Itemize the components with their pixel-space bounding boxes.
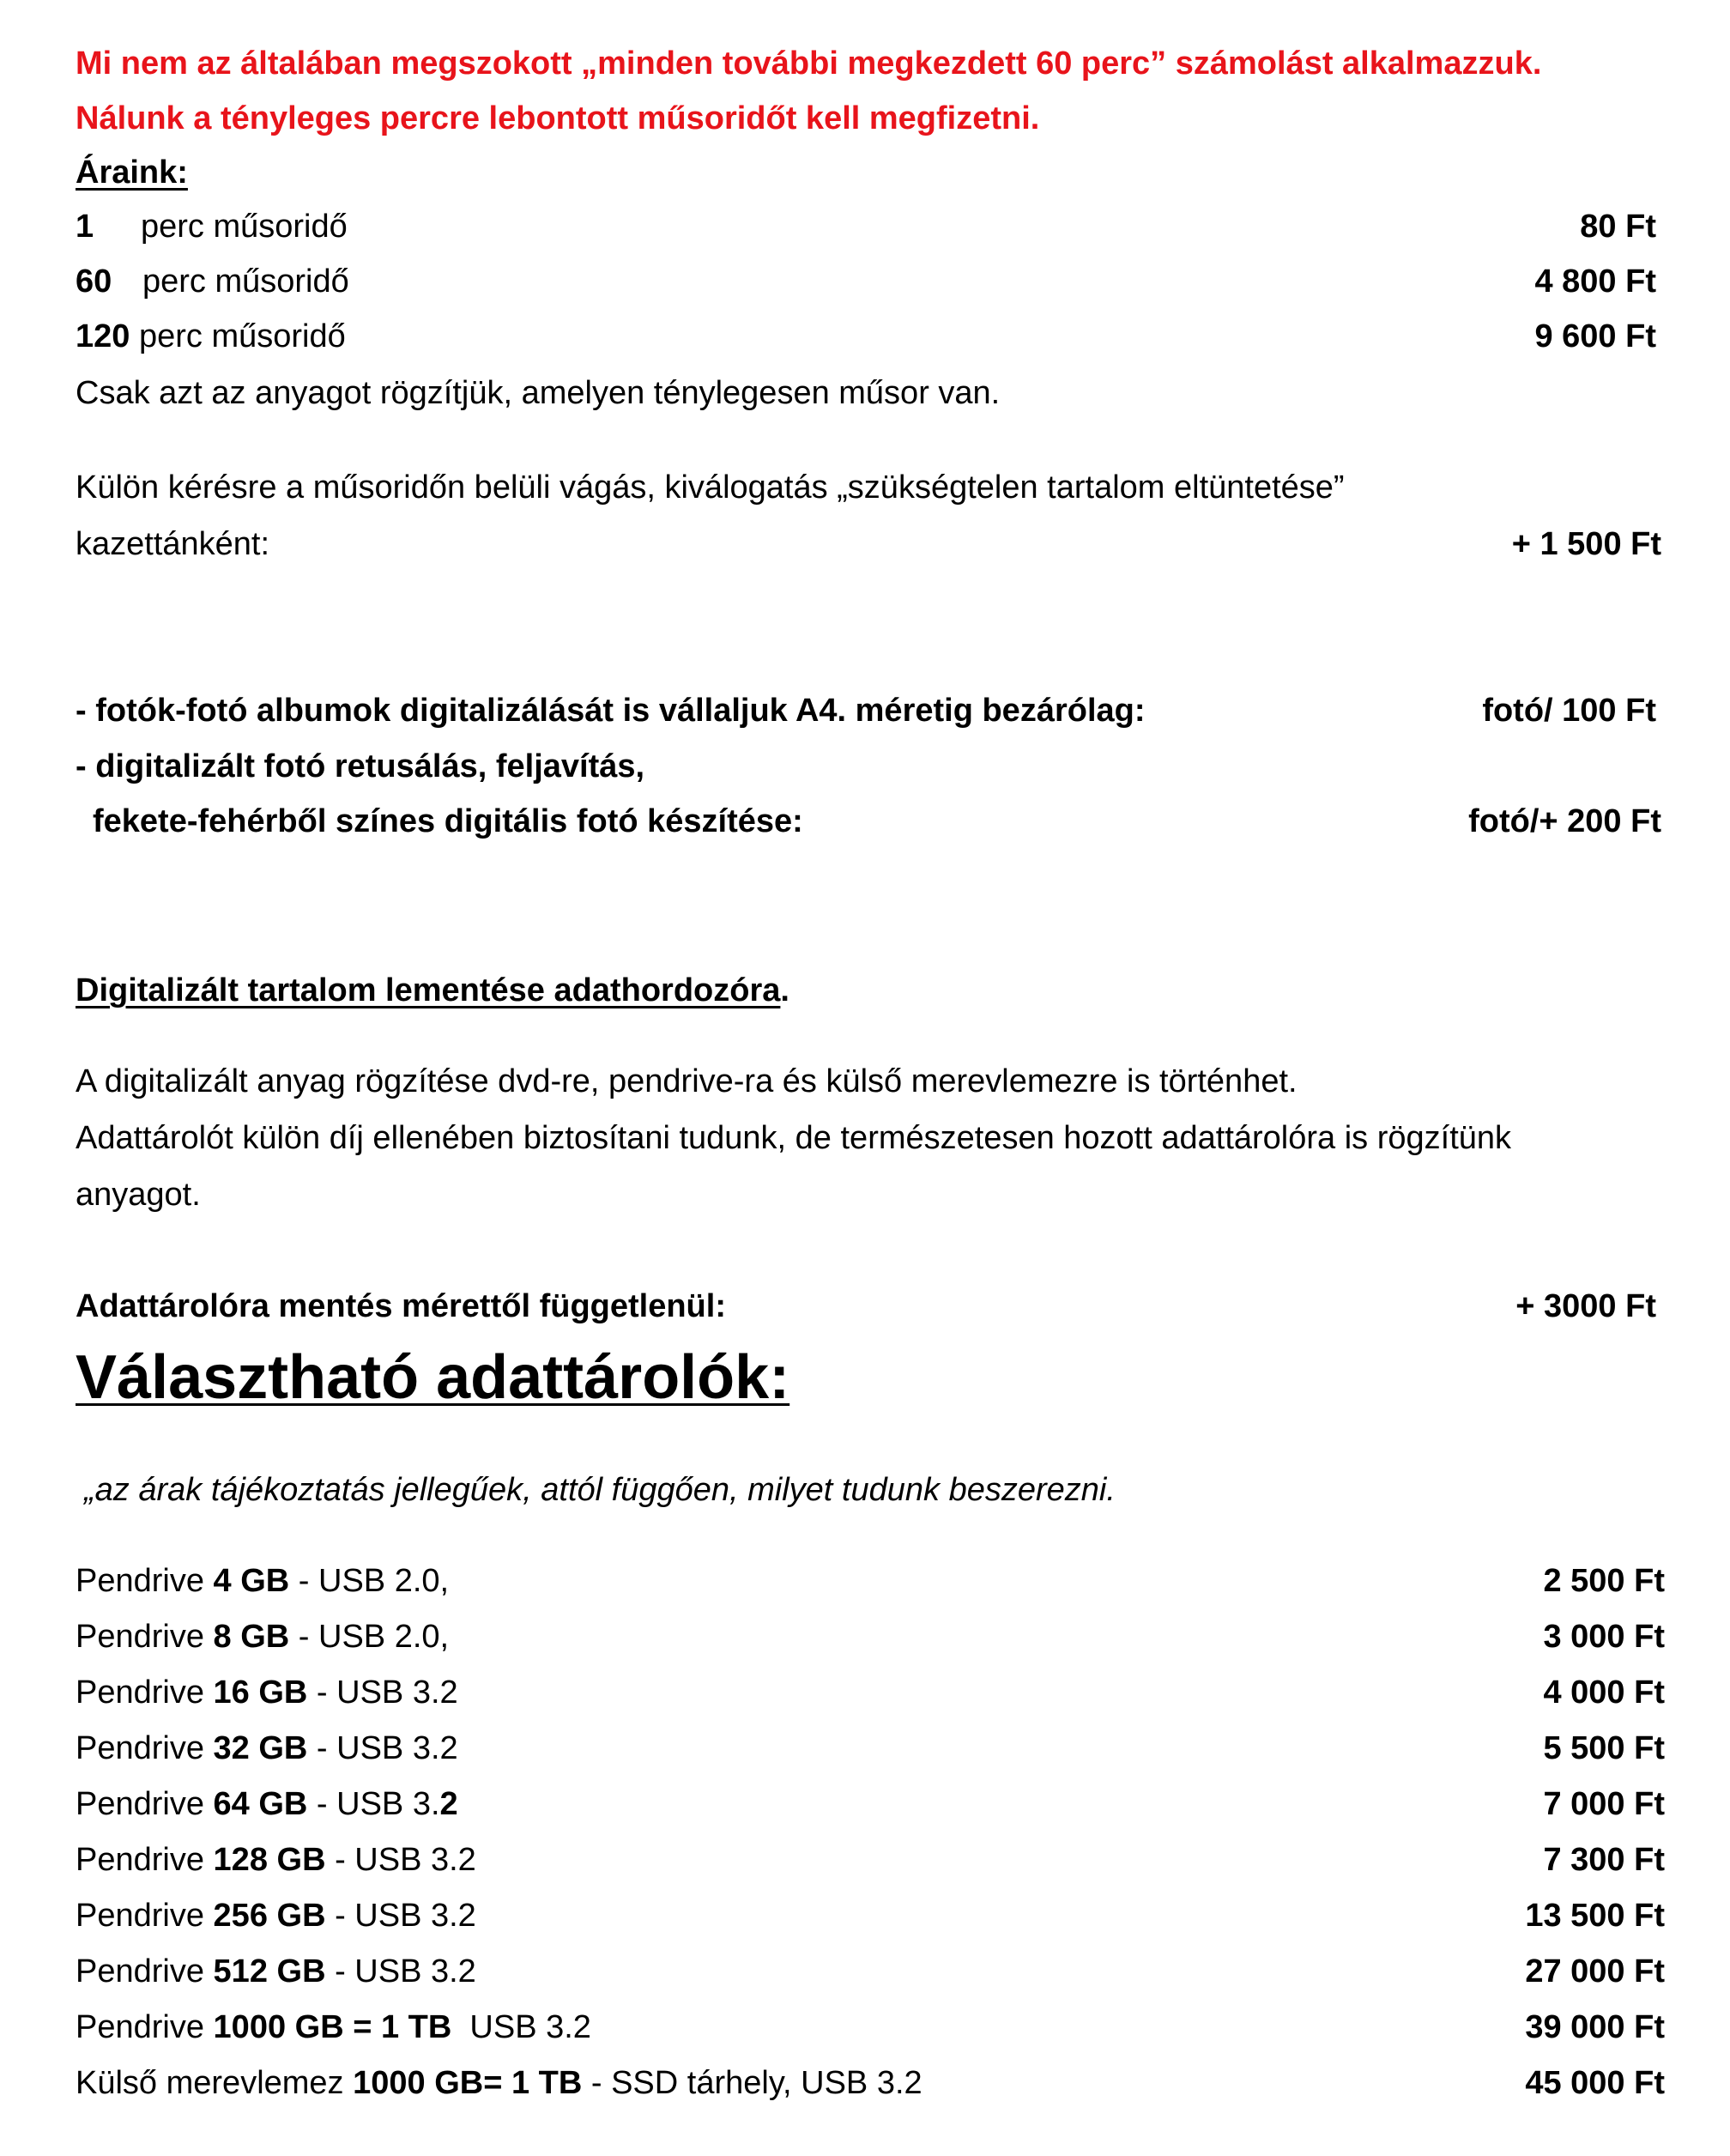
storage-item-price: 13 500 Ft — [1525, 1898, 1665, 1934]
storage-item-spec: - USB 3.2 — [307, 1730, 458, 1766]
saving-fee-label: Adattárolóra mentés mérettől függetlenül: — [76, 1288, 726, 1324]
storage-item-type: Pendrive — [76, 1730, 214, 1766]
editing-line-2: kazettánként: — [76, 526, 270, 562]
storage-item-spec: - USB 2.0, — [289, 1619, 450, 1655]
storage-item-type: Pendrive — [76, 1563, 214, 1599]
storage-item — [76, 1557, 449, 1605]
editing-line-1: Külön kérésre a műsoridőn belüli vágás, kiválogatás „szükségtelen tartalom eltüntetése” — [76, 469, 1345, 506]
storage-item-spec: - USB 3.2 — [325, 1842, 476, 1878]
price-row-price: 80 Ft — [1580, 209, 1656, 245]
storage-item-type: Külső merevlemez — [76, 2065, 354, 2101]
storage-item — [76, 1947, 476, 1996]
storage-item-price: 4 000 Ft — [1543, 1675, 1665, 1711]
storage-item — [76, 1780, 458, 1828]
price-row — [76, 257, 349, 306]
saving-fee-price: + 3000 Ft — [1515, 1288, 1656, 1324]
storage-item — [76, 1836, 476, 1884]
intro-line-2: Nálunk a tényleges percre lebontott műsoridőt kell megfizetni. — [76, 100, 1040, 136]
storage-item-size: 512 GB — [213, 1953, 326, 1989]
storage-item-price: 5 500 Ft — [1543, 1730, 1665, 1766]
saving-heading — [76, 966, 789, 1014]
price-row-qty: 1 — [76, 209, 94, 245]
storage-item-size: 8 GB — [213, 1619, 290, 1655]
photo-service-3: fekete-fehérből színes digitális fotó készítése: — [93, 803, 803, 839]
photo-service-1: - fotók-fotó albumok digitalizálását is vállaljuk A4. méretig bezárólag: — [76, 693, 1146, 729]
storage-item-spec: - SSD tárhely, USB 3.2 — [582, 2065, 922, 2101]
price-row-label: perc műsoridő — [138, 318, 346, 354]
saving-paragraph-2: Adattárolót külön díj ellenében biztosítani tudunk, de természetesen hozott adattárolóra is rögzítünk — [76, 1120, 1512, 1156]
storage-item-price: 45 000 Ft — [1525, 2065, 1665, 2101]
photo-service-2: - digitalizált fotó retusálás, feljavítás, — [76, 748, 645, 784]
storage-heading: Választható adattárolók: — [76, 1343, 790, 1412]
recording-note: Csak azt az anyagot rögzítjük, amelyen ténylegesen műsor van. — [76, 375, 1001, 411]
price-row — [76, 312, 346, 360]
storage-item-spec: - USB 2.0, — [289, 1563, 450, 1599]
storage-item-type: Pendrive — [76, 1786, 214, 1822]
price-row-label: perc műsoridő — [142, 263, 349, 300]
price-row-qty: 120 — [76, 318, 130, 354]
saving-paragraph-1: A digitalizált anyag rögzítése dvd-re, pendrive-ra és külső merevlemezre is történhet. — [76, 1063, 1298, 1099]
price-row-qty: 60 — [76, 263, 112, 300]
storage-item-spec: USB 3.2 — [451, 2009, 591, 2045]
storage-item-size: 1000 GB= 1 TB — [353, 2065, 583, 2101]
storage-item-type: Pendrive — [76, 1953, 214, 1989]
storage-item-size: 128 GB — [213, 1842, 326, 1878]
prices-heading: Áraink: — [76, 154, 188, 191]
storage-item-type: Pendrive — [76, 2009, 214, 2045]
saving-heading-text: Digitalizált tartalom lementése adathordozóra — [76, 972, 781, 1008]
storage-item-size: 32 GB — [213, 1730, 308, 1766]
price-row-price: 4 800 Ft — [1534, 263, 1656, 300]
storage-item — [76, 1892, 476, 1940]
storage-item-spec: - USB 3. — [307, 1786, 440, 1822]
storage-item-size: 4 GB — [213, 1563, 290, 1599]
storage-item — [76, 1613, 449, 1661]
storage-item-price: 2 500 Ft — [1543, 1563, 1665, 1599]
storage-item-spec-suffix: 2 — [439, 1786, 458, 1822]
storage-item-size: 16 GB — [213, 1675, 308, 1711]
storage-item-size: 256 GB — [213, 1898, 326, 1934]
storage-item-spec: - USB 3.2 — [325, 1953, 476, 1989]
storage-item — [76, 1724, 458, 1772]
storage-item-size: 1000 GB = 1 TB — [213, 2009, 452, 2045]
storage-item-price: 7 300 Ft — [1543, 1842, 1665, 1878]
storage-item-size: 64 GB — [213, 1786, 308, 1822]
storage-item-price: 7 000 Ft — [1543, 1786, 1665, 1822]
editing-price: + 1 500 Ft — [1511, 526, 1661, 562]
storage-item-price: 3 000 Ft — [1543, 1619, 1665, 1655]
storage-item-price: 39 000 Ft — [1525, 2009, 1665, 2045]
photo-service-1-price: fotó/ 100 Ft — [1482, 693, 1656, 729]
storage-item-spec: - USB 3.2 — [307, 1675, 458, 1711]
storage-item-price: 27 000 Ft — [1525, 1953, 1665, 1989]
storage-item-type: Pendrive — [76, 1898, 214, 1934]
storage-item-type: Pendrive — [76, 1675, 214, 1711]
storage-item-spec: - USB 3.2 — [325, 1898, 476, 1934]
storage-item — [76, 2059, 922, 2107]
storage-item-type: Pendrive — [76, 1619, 214, 1655]
photo-service-3-price: fotó/+ 200 Ft — [1468, 803, 1661, 839]
storage-item — [76, 2003, 591, 2051]
storage-item-type: Pendrive — [76, 1842, 214, 1878]
saving-paragraph-3: anyagot. — [76, 1177, 201, 1213]
saving-heading-dot: . — [780, 972, 789, 1008]
price-row-label: perc műsoridő — [141, 209, 348, 245]
storage-item — [76, 1668, 458, 1717]
intro-line-1: Mi nem az általában megszokott „minden további megkezdett 60 perc” számolást alkalmazzuk. — [76, 45, 1542, 82]
price-row — [76, 203, 348, 251]
storage-note: „az árak tájékoztatás jellegűek, attól függően, milyet tudunk beszerezni. — [84, 1472, 1116, 1508]
price-row-price: 9 600 Ft — [1534, 318, 1656, 354]
